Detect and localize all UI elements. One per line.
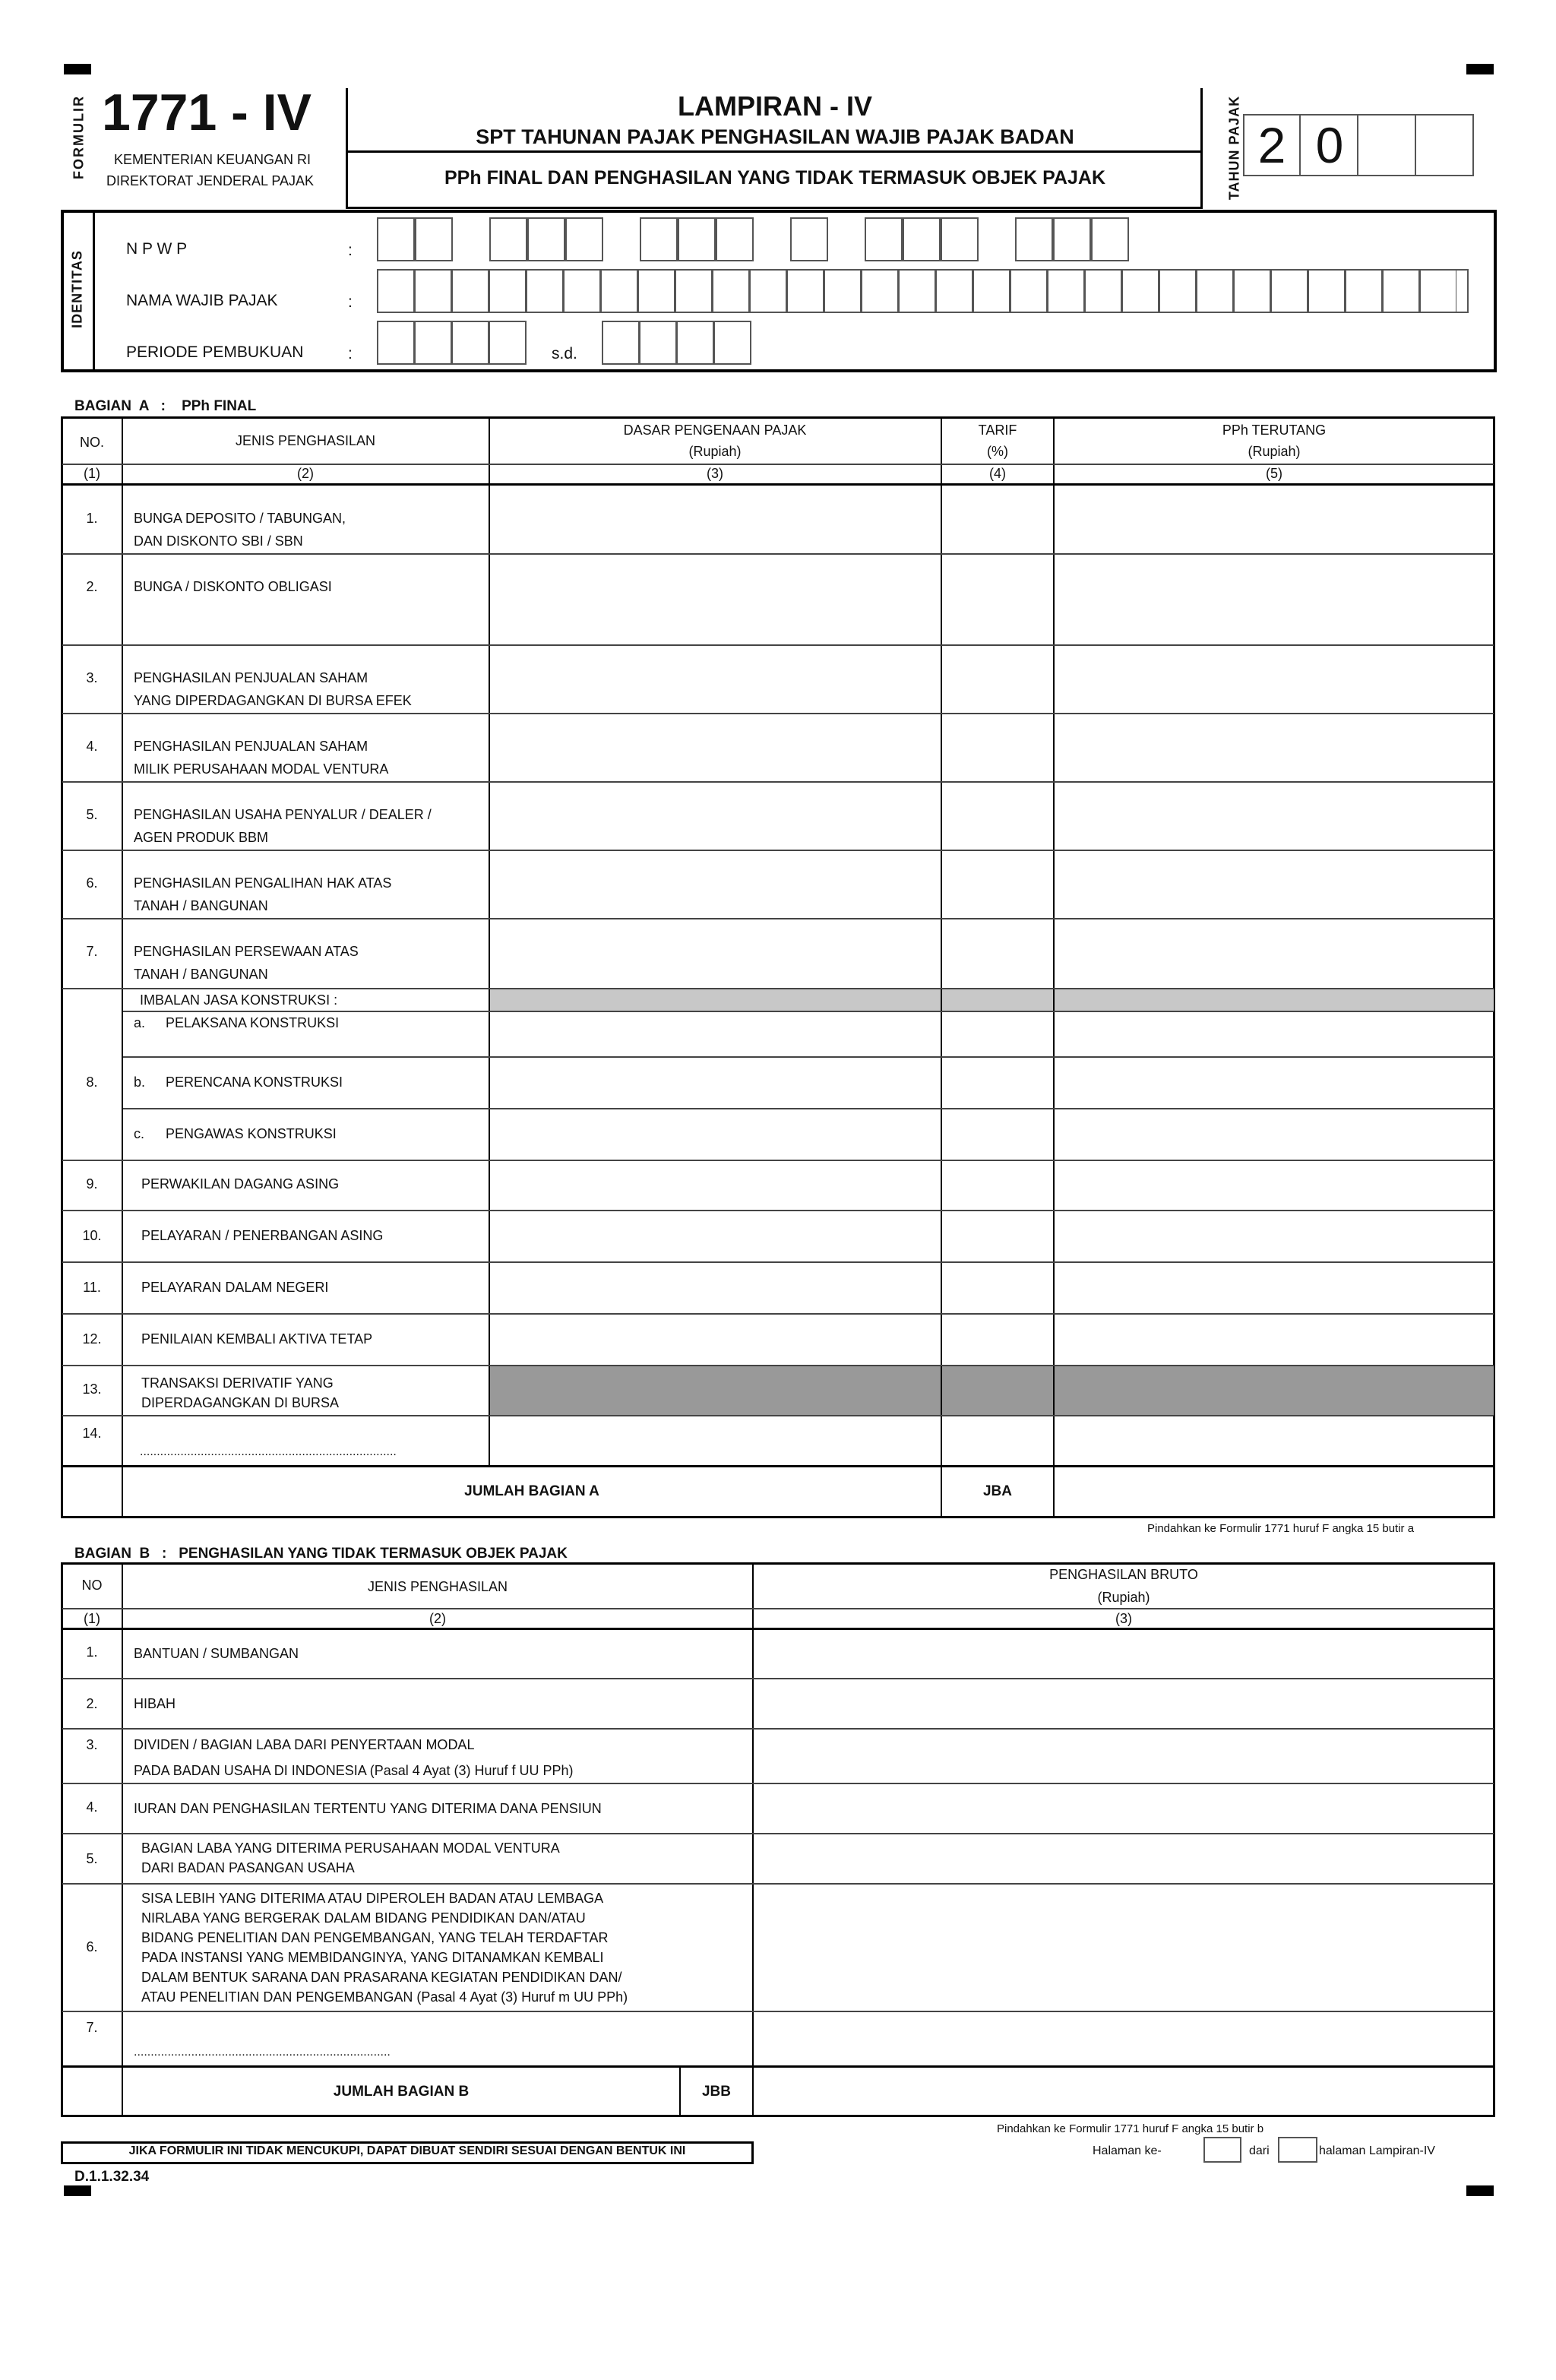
row-label-2: YANG DIPERDAGANGKAN DI BURSA EFEK	[134, 693, 412, 708]
nama-char-box[interactable]	[1047, 269, 1085, 313]
nama-char-box[interactable]	[861, 269, 899, 313]
row-label: BUNGA DEPOSITO / TABUNGAN,	[134, 511, 346, 526]
col-number-3: (3)	[707, 466, 723, 481]
nama-char-box[interactable]	[563, 269, 601, 313]
row-divider	[62, 1160, 1494, 1161]
periode-end-box[interactable]	[639, 321, 677, 365]
halaman-lampiran-label: halaman Lampiran-IV	[1319, 2144, 1435, 2157]
form-code: D.1.1.32.34	[74, 2169, 150, 2185]
jumlah-bagian-a-label: JUMLAH BAGIAN A	[464, 1483, 599, 1499]
npwp-colon: :	[348, 242, 353, 259]
header-title-underline	[346, 150, 1203, 153]
row-divider	[62, 1628, 1494, 1630]
row-label: BAGIAN LABA YANG DITERIMA PERUSAHAAN MODAL VENTURA	[141, 1840, 560, 1856]
periode-end-box[interactable]	[676, 321, 714, 365]
col-header-no: NO.	[79, 435, 104, 450]
nama-char-box[interactable]	[1456, 269, 1469, 313]
row-label-2: TANAH / BANGUNAN	[134, 898, 268, 913]
year-digit-4[interactable]	[1418, 116, 1474, 175]
row-label: PENGHASILAN PENJUALAN SAHAM	[134, 739, 368, 754]
col-header-dasar: DASAR PENGENAAN PAJAK	[623, 423, 807, 438]
page-subtitle-2: PPh FINAL DAN PENGHASILAN YANG TIDAK TERMASUK OBJEK PAJAK	[444, 167, 1105, 188]
npwp-digit-box[interactable]	[640, 217, 678, 261]
row-number: 1.	[86, 1644, 98, 1660]
bagian-a-col-sep	[1053, 1366, 1055, 1415]
col-number-1: (1)	[84, 466, 100, 481]
row-number: 5.	[86, 807, 98, 822]
tahun-pajak-label: TAHUN PAJAK	[1226, 95, 1242, 201]
col-number-1: (1)	[84, 1611, 100, 1626]
row-label: HIBAH	[134, 1696, 176, 1711]
row-number: 2.	[86, 1696, 98, 1711]
col-header-dasar-unit: (Rupiah)	[688, 444, 742, 459]
row-number: 4.	[86, 739, 98, 754]
row-number: 3.	[86, 1737, 98, 1752]
row-number: 11.	[83, 1280, 101, 1295]
nama-char-box[interactable]	[1121, 269, 1159, 313]
nama-char-box[interactable]	[1345, 269, 1383, 313]
col-number-2: (2)	[429, 1611, 446, 1626]
bagian-a-col-sep	[1053, 418, 1055, 1517]
formulir-label: FORMULIR	[71, 95, 87, 179]
bagian-b-title: BAGIAN B : PENGHASILAN YANG TIDAK TERMASUK OBJEK PAJAK	[74, 1546, 568, 1562]
row-divider	[62, 1728, 1494, 1730]
row-divider	[62, 2065, 1494, 2068]
npwp-digit-box[interactable]	[415, 217, 453, 261]
row-number: 3.	[86, 670, 98, 685]
row-label: PENGHASILAN USAHA PENYALUR / DEALER /	[134, 807, 432, 822]
row-number: 9.	[86, 1176, 98, 1192]
nama-char-box[interactable]	[786, 269, 824, 313]
col-number-4: (4)	[989, 466, 1006, 481]
bagian-a-col-sep	[941, 989, 942, 1011]
year-digit-3[interactable]	[1360, 116, 1416, 175]
col-number-5: (5)	[1266, 466, 1282, 481]
row-divider	[62, 1261, 1494, 1263]
row-divider	[62, 1833, 1494, 1834]
col-header-tarif: TARIF	[978, 423, 1017, 438]
nama-char-box[interactable]	[935, 269, 973, 313]
row-label-2: PADA BADAN USAHA DI INDONESIA (Pasal 4 Ayat (3) Huruf f UU PPh)	[134, 1763, 574, 1778]
year-digit-1[interactable]: 2	[1244, 116, 1301, 175]
row-label: PENGHASILAN PENGALIHAN HAK ATAS	[134, 875, 392, 891]
row-label: PELAYARAN DALAM NEGERI	[141, 1280, 329, 1295]
col-header-no: NO	[81, 1578, 103, 1593]
jbb-label: JBB	[701, 2084, 731, 2100]
year-box-group	[1243, 114, 1474, 176]
nama-char-box[interactable]	[1010, 269, 1048, 313]
header-divider-left	[346, 88, 348, 208]
registration-mark-bottom-left	[64, 2185, 91, 2196]
npwp-digit-box[interactable]	[489, 217, 527, 261]
npwp-digit-box[interactable]	[527, 217, 565, 261]
periode-end-box[interactable]	[602, 321, 640, 365]
nama-char-box[interactable]	[451, 269, 489, 313]
npwp-digit-box[interactable]	[678, 217, 716, 261]
row-divider	[62, 713, 1494, 714]
page-title: LAMPIRAN - IV	[678, 90, 872, 122]
row-number: 8.	[86, 1074, 98, 1090]
col-header-pph: PPh TERUTANG	[1222, 423, 1327, 438]
nama-char-box[interactable]	[1233, 269, 1271, 313]
npwp-digit-box[interactable]	[903, 217, 941, 261]
identitas-label: IDENTITAS	[69, 250, 85, 328]
row-label: SISA LEBIH YANG DITERIMA ATAU DIPEROLEH BADAN ATAU LEMBAGA	[141, 1891, 604, 1906]
row8c-letter: c.	[134, 1126, 145, 1141]
bagian-a-col-sep	[122, 418, 123, 1517]
nama-char-box[interactable]	[898, 269, 936, 313]
row-label-2: AGEN PRODUK BBM	[134, 830, 269, 845]
halaman-ke-label: Halaman ke-	[1093, 2144, 1162, 2157]
bagian-a-title: BAGIAN A : PPh FINAL	[74, 398, 257, 414]
row-label-2: DARI BADAN PASANGAN USAHA	[141, 1860, 355, 1875]
col-number-3: (3)	[1115, 1611, 1132, 1626]
bagian-b-col-sep	[752, 1564, 754, 2116]
row-label-2: MILIK PERUSAHAAN MODAL VENTURA	[134, 761, 389, 777]
registration-mark-bottom-right	[1466, 2185, 1494, 2196]
nama-char-box[interactable]	[377, 269, 415, 313]
row-label-2: NIRLABA YANG BERGERAK DALAM BIDANG PENDIDIKAN DAN/ATAU	[141, 1910, 586, 1926]
periode-colon: :	[348, 345, 353, 362]
sd-label: s.d.	[552, 345, 577, 362]
row8a-letter: a.	[134, 1015, 146, 1030]
row8c-label: PENGAWAS KONSTRUKSI	[166, 1126, 337, 1141]
periode-start-box[interactable]	[489, 321, 527, 365]
npwp-label: N P W P	[126, 240, 188, 258]
npwp-digit-box[interactable]	[1091, 217, 1129, 261]
nama-char-box[interactable]	[824, 269, 862, 313]
bagian-b-transfer-note: Pindahkan ke Formulir 1771 huruf F angka 15 butir b	[997, 2122, 1264, 2135]
nama-char-box[interactable]	[1084, 269, 1122, 313]
bagian-a-col-sep	[941, 418, 942, 1517]
year-digit-2[interactable]: 0	[1302, 116, 1358, 175]
npwp-digit-box[interactable]	[565, 217, 603, 261]
jba-label: JBA	[982, 1483, 1012, 1499]
header-divider-right	[1200, 88, 1203, 208]
col-header-bruto-unit: (Rupiah)	[1097, 1590, 1150, 1605]
page-subtitle: SPT TAHUNAN PAJAK PENGHASILAN WAJIB PAJAK BADAN	[476, 125, 1074, 148]
row-label: BANTUAN / SUMBANGAN	[134, 1646, 299, 1661]
row-divider	[62, 1678, 1494, 1679]
row-number: 14.	[82, 1426, 102, 1441]
row8b-letter: b.	[134, 1074, 146, 1090]
form-number: 1771 - IV	[102, 84, 312, 141]
npwp-digit-box[interactable]	[377, 217, 415, 261]
col-header-jenis: JENIS PENGHASILAN	[235, 433, 376, 448]
row-label-2: DIPERDAGANGKAN DI BURSA	[141, 1395, 340, 1410]
row-number: 5.	[86, 1851, 98, 1866]
ministry-name: KEMENTERIAN KEUANGAN RI	[114, 152, 312, 167]
nama-char-box[interactable]	[600, 269, 638, 313]
dari-label: dari	[1249, 2144, 1270, 2157]
periode-label: PERIODE PEMBUKUAN	[126, 343, 304, 361]
row-label: PERWAKILAN DAGANG ASING	[141, 1176, 340, 1192]
col-header-tarif-unit: (%)	[987, 444, 1008, 459]
nama-char-box[interactable]	[1419, 269, 1457, 313]
nama-char-box[interactable]	[489, 269, 527, 313]
row-label-6: ATAU PENELITIAN DAN PENGEMBANGAN (Pasal 4 Ayat (3) Huruf m UU PPh)	[141, 1989, 628, 2005]
row-divider	[62, 644, 1494, 646]
col-number-2: (2)	[297, 466, 314, 481]
bagian-a-col-sep	[489, 418, 490, 1467]
nama-char-box[interactable]	[1308, 269, 1346, 313]
row-number: 6.	[86, 1939, 98, 1954]
row-number: 7.	[86, 2020, 98, 2035]
footer-notice: JIKA FORMULIR INI TIDAK MENCUKUPI, DAPAT DIBUAT SENDIRI SESUAI DENGAN BENTUK INI	[128, 2144, 686, 2157]
row-number: 10.	[82, 1228, 102, 1243]
row-divider	[62, 1883, 1494, 1885]
nama-char-box[interactable]	[972, 269, 1010, 313]
nama-char-box[interactable]	[675, 269, 713, 313]
row-divider	[123, 1011, 1494, 1012]
row-label-2: DAN DISKONTO SBI / SBN	[134, 533, 303, 549]
directorate-name: DIREKTORAT JENDERAL PAJAK	[106, 173, 315, 188]
nama-char-box[interactable]	[1196, 269, 1234, 313]
row-divider	[62, 553, 1494, 555]
row-number: 12.	[82, 1331, 102, 1347]
row-label: PELAYARAN / PENERBANGAN ASING	[141, 1228, 384, 1243]
row13-shaded-cells	[490, 1366, 1494, 1415]
bagian-b-col-sep	[122, 1564, 123, 2116]
row-label: IURAN DAN PENGHASILAN TERTENTU YANG DITERIMA DANA PENSIUN	[134, 1801, 602, 1816]
row-label: BUNGA / DISKONTO OBLIGASI	[134, 579, 332, 594]
row-divider	[62, 1783, 1494, 1784]
row-number: 1.	[86, 511, 98, 526]
nama-char-box[interactable]	[712, 269, 750, 313]
row-divider	[62, 1313, 1494, 1315]
nama-char-box[interactable]	[749, 269, 787, 313]
row-number: 2.	[86, 579, 98, 594]
row8a-label: PELAKSANA KONSTRUKSI	[166, 1015, 340, 1030]
nama-colon: :	[348, 293, 353, 311]
npwp-digit-box[interactable]	[865, 217, 903, 261]
npwp-digit-box[interactable]	[1053, 217, 1091, 261]
halaman-ke-input[interactable]	[1203, 2137, 1241, 2163]
nama-label: NAMA WAJIB PAJAK	[126, 292, 278, 309]
row-label-3: BIDANG PENELITIAN DAN PENGEMBANGAN, YANG TELAH TERDAFTAR	[141, 1930, 609, 1945]
row-label: PENGHASILAN PENJUALAN SAHAM	[134, 670, 368, 685]
jumlah-bagian-b-label: JUMLAH BAGIAN B	[333, 2084, 470, 2100]
row-divider	[62, 781, 1494, 783]
nama-char-box[interactable]	[1159, 269, 1197, 313]
row-label: PENILAIAN KEMBALI AKTIVA TETAP	[141, 1331, 373, 1347]
row8-shaded-heading-cells	[490, 989, 1494, 1011]
periode-start-box[interactable]	[414, 321, 452, 365]
row-divider	[62, 918, 1494, 919]
nama-char-box[interactable]	[1382, 269, 1420, 313]
row-number: 6.	[86, 875, 98, 891]
row-number: 4.	[86, 1799, 98, 1815]
col-header-jenis: JENIS PENGHASILAN	[367, 1579, 508, 1594]
col-header-bruto: PENGHASILAN BRUTO	[1049, 1567, 1198, 1582]
nama-char-box[interactable]	[1270, 269, 1308, 313]
periode-start-box[interactable]	[377, 321, 415, 365]
npwp-digit-box[interactable]	[790, 217, 828, 261]
row-divider	[123, 1056, 1494, 1058]
periode-start-box[interactable]	[451, 321, 489, 365]
registration-mark-top-left	[64, 64, 91, 74]
row-label-2: TANAH / BANGUNAN	[134, 967, 268, 982]
row-divider	[62, 1210, 1494, 1211]
npwp-digit-box[interactable]	[1015, 217, 1053, 261]
row-divider	[62, 2011, 1494, 2012]
nama-char-box[interactable]	[637, 269, 675, 313]
row-divider	[62, 483, 1494, 486]
row-label: PENGHASILAN PERSEWAAN ATAS	[134, 944, 359, 959]
row-label-5: DALAM BENTUK SARANA DAN PRASARANA KEGIATAN PENDIDIKAN DAN/	[141, 1970, 622, 1985]
row-label: DIVIDEN / BAGIAN LABA DARI PENYERTAAN MODAL	[134, 1737, 475, 1752]
row-divider	[62, 1415, 1494, 1416]
row-divider	[123, 1108, 1494, 1109]
header-bottom-line	[346, 207, 1203, 209]
row-label: TRANSAKSI DERIVATIF YANG	[141, 1375, 334, 1391]
bagian-a-col-sep	[1053, 989, 1055, 1011]
nama-char-box[interactable]	[526, 269, 564, 313]
registration-mark-top-right	[1466, 64, 1494, 74]
periode-end-box[interactable]	[713, 321, 751, 365]
col-header-pph-unit: (Rupiah)	[1248, 444, 1301, 459]
halaman-total-input[interactable]	[1278, 2137, 1317, 2163]
bagian-a-col-sep	[941, 1366, 942, 1415]
row-label-dotted[interactable]: ............................................................................	[140, 1445, 397, 1458]
identitas-divider	[93, 211, 95, 371]
row-number: 13.	[82, 1381, 102, 1397]
row-divider	[62, 1465, 1494, 1467]
row8b-label: PERENCANA KONSTRUKSI	[166, 1074, 343, 1090]
row8-heading: IMBALAN JASA KONSTRUKSI :	[140, 992, 338, 1008]
npwp-digit-box[interactable]	[716, 217, 754, 261]
row-divider	[62, 850, 1494, 851]
nama-char-box[interactable]	[414, 269, 452, 313]
bagian-a-transfer-note: Pindahkan ke Formulir 1771 huruf F angka 15 butir a	[1147, 1522, 1415, 1535]
row-label-4: PADA INSTANSI YANG MEMBIDANGINYA, YANG DITANAMKAN KEMBALI	[141, 1950, 604, 1965]
row-label-dotted[interactable]: ............................................................................	[134, 2046, 391, 2059]
row-number: 7.	[86, 944, 98, 959]
npwp-digit-box[interactable]	[941, 217, 979, 261]
